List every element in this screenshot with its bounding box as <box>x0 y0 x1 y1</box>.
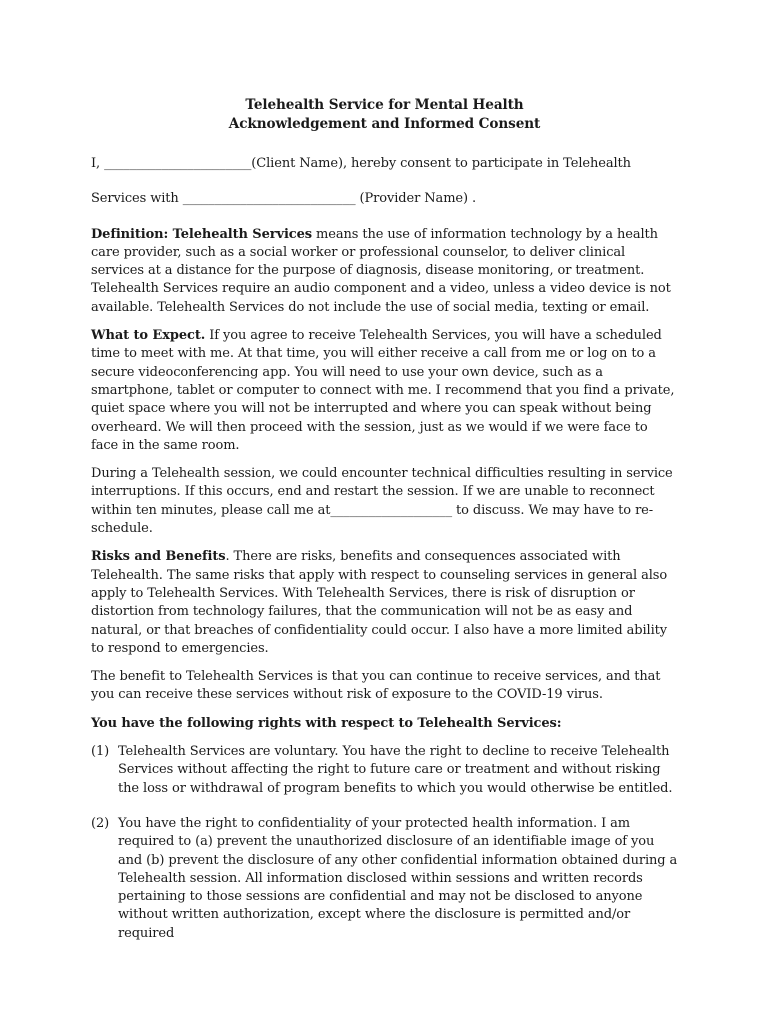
rights-list-item <box>91 815 678 943</box>
rights-list <box>91 743 678 943</box>
rights-item-number: (1) <box>91 744 110 760</box>
definition-label: Definition: Telehealth Services <box>91 226 312 242</box>
rights-item-number: (2) <box>91 815 110 831</box>
provider-consent-line: Services with ___________________________ (Provider Name) . <box>91 191 477 207</box>
client-consent-line: I, _______________________(Client Name), hereby consent to participate in Telehealth <box>91 156 631 171</box>
benefit-paragraph: The benefit to Telehealth Services is that you can continue to receive services, and that you can receive these services without risk of exposure to the COVID-19 virus. <box>91 669 661 703</box>
definition-paragraph <box>91 226 678 317</box>
risks-benefits-text: . There are risks, benefits and consequences associated with Telehealth. The same risks that apply with respect to counseling services in general also apply to Telehealth Services. With Telehealth Services, there is risk of disruption or distortion from technology failures, that the communication will not be as easy and natural, or that breaches of confidentiality could occur. I also have a more limited ability to respond to emergencies. <box>91 549 668 656</box>
rights-item-text: You have the right to confidentiality of your protected health information. I am required to (a) prevent the unauthorized disclosure of an identifiable image of you and (b) prevent the disclosure of any other confidential information obtained during a Telehealth session. All information disclosed within sessions and written records pertaining to those sessions are confidential and may not be disclosed to anyone without written authorization, except where the disclosure is permitted and/or required <box>118 815 678 941</box>
document-title-line2: Acknowledgement and Informed Consent <box>228 116 541 132</box>
risks-benefits-label: Risks and Benefits <box>91 549 226 565</box>
document-title-line1: Telehealth Service for Mental Health <box>245 97 524 113</box>
what-to-expect-label: What to Expect. <box>91 328 206 344</box>
rights-heading: You have the following rights with respect to Telehealth Services: <box>91 715 562 731</box>
rights-item-text: Telehealth Services are voluntary. You have the right to decline to receive Telehealth Services without affecting the right to future care or treatment and without risking the loss or withdrawal of program benefits to which you would otherwise be entitled. <box>118 744 673 796</box>
session-difficulties-paragraph: During a Telehealth session, we could encounter technical difficulties resulting in service interruptions. If this occurs, end and restart the session. If we are unable to reconnect within ten minutes, please call me at___________________ to discuss. We may have to re-schedule. <box>91 466 673 537</box>
what-to-expect-paragraph <box>91 327 678 455</box>
rights-list-item <box>91 743 678 798</box>
risks-benefits-paragraph <box>91 548 678 658</box>
what-to-expect-text: If you agree to receive Telehealth Services, you will have a scheduled time to meet with me. At that time, you will either receive a call from me or log on to a secure videoconferencing app. You will need to use your own device, such as a smartphone, tablet or computer to connect with me. I recommend that you find a private, quiet space where you will not be interrupted and where you can speak without being overheard. We will then proceed with the session, just as we would if we were face to face in the same room. <box>91 328 675 453</box>
definition-text: means the use of information technology by a health care provider, such as a social worker or professional counselor, to deliver clinical services at a distance for the purpose of diagnosis, disease monitoring, or treatment. Telehealth Services require an audio component and a video, unless a video device is not available. Telehealth Services do not include the use of social media, texting or email. <box>91 226 671 315</box>
